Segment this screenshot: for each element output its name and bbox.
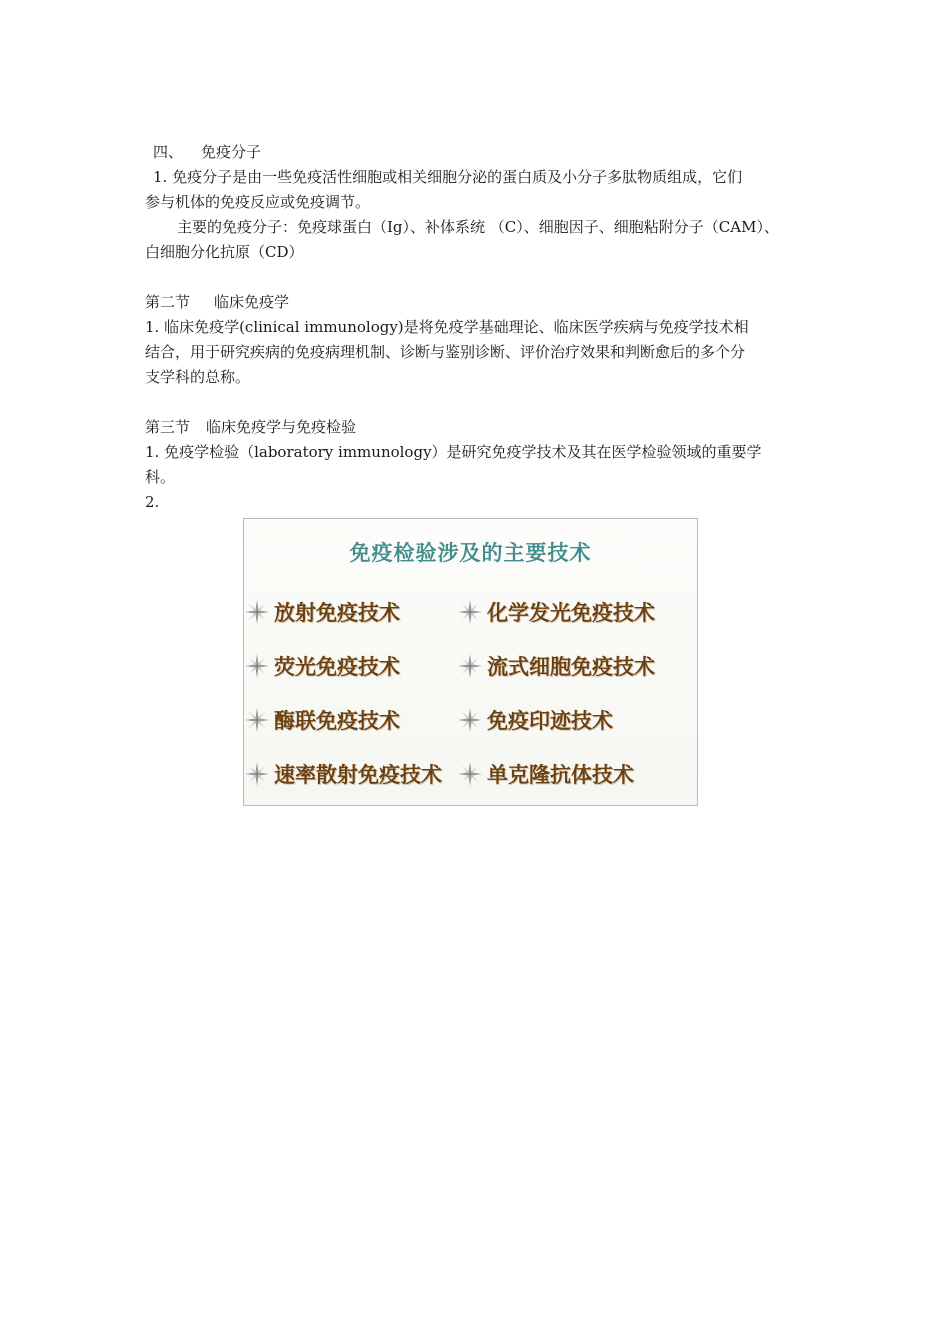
section-title: 临床免疫学与免疫检验 bbox=[206, 418, 357, 436]
technique-item bbox=[244, 650, 400, 682]
technique-label: 免疫印迹技术 bbox=[487, 708, 613, 733]
compass-star-icon bbox=[457, 653, 483, 679]
section-label: 第三节 bbox=[145, 418, 191, 436]
paragraph-line: 1. 免疫学检验（laboratory immunology）是研究免疫学技术及其在医学检验领域的重要学 bbox=[145, 443, 762, 461]
section-title: 临床免疫学 bbox=[214, 293, 290, 311]
section-number: 四、 bbox=[153, 143, 184, 161]
paragraph-line: 1. 临床免疫学(clinical immunology)是将免疫学基础理论、临床医学疾病与免疫学技术相 bbox=[145, 318, 749, 336]
compass-star-icon bbox=[244, 599, 270, 625]
technique-label: 单克隆抗体技术 bbox=[487, 762, 634, 787]
technique-label: 荧光免疫技术 bbox=[274, 654, 400, 679]
compass-star-icon bbox=[244, 653, 270, 679]
technique-item bbox=[457, 758, 634, 790]
technique-item bbox=[244, 704, 400, 736]
figure-title: 免疫检验涉及的主要技术 bbox=[349, 540, 592, 565]
technique-label: 酶联免疫技术 bbox=[274, 708, 400, 733]
compass-star-icon bbox=[457, 761, 483, 787]
techniques-figure bbox=[243, 518, 698, 806]
technique-label: 化学发光免疫技术 bbox=[487, 600, 655, 625]
document-body bbox=[145, 140, 810, 515]
paragraph-line: 主要的免疫分子：免疫球蛋白（Ig）、补体系统 （C）、细胞因子、细胞粘附分子（CAM）、 bbox=[177, 218, 779, 236]
section-label: 第二节 bbox=[145, 293, 191, 311]
compass-star-icon bbox=[457, 599, 483, 625]
paragraph-line: 支学科的总称。 bbox=[145, 368, 251, 386]
technique-label: 速率散射免疫技术 bbox=[274, 762, 442, 787]
technique-label: 流式细胞免疫技术 bbox=[487, 654, 655, 679]
technique-item bbox=[457, 596, 655, 628]
list-item-number: 2. bbox=[145, 493, 160, 511]
technique-item bbox=[457, 650, 655, 682]
compass-star-icon bbox=[244, 761, 270, 787]
technique-label: 放射免疫技术 bbox=[274, 600, 400, 625]
section-2-heading bbox=[145, 290, 810, 315]
section-4-heading bbox=[145, 140, 810, 165]
technique-item bbox=[457, 704, 613, 736]
section-title: 免疫分子 bbox=[201, 143, 262, 161]
paragraph-line: 结合，用于研究疾病的免疫病理机制、诊断与鉴别诊断、评价治疗效果和判断愈后的多个分 bbox=[145, 343, 746, 361]
technique-item bbox=[244, 758, 442, 790]
compass-star-icon bbox=[244, 707, 270, 733]
paragraph-line: 白细胞分化抗原（CD） bbox=[145, 243, 304, 261]
paragraph-line: 科。 bbox=[145, 468, 176, 486]
paragraph-line: 1. 免疫分子是由一些免疫活性细胞或相关细胞分泌的蛋白质及小分子多肽物质组成，它们 bbox=[153, 168, 743, 186]
section-3-heading bbox=[145, 415, 810, 440]
paragraph-line: 参与机体的免疫反应或免疫调节。 bbox=[145, 193, 371, 211]
compass-star-icon bbox=[457, 707, 483, 733]
technique-item bbox=[244, 596, 400, 628]
